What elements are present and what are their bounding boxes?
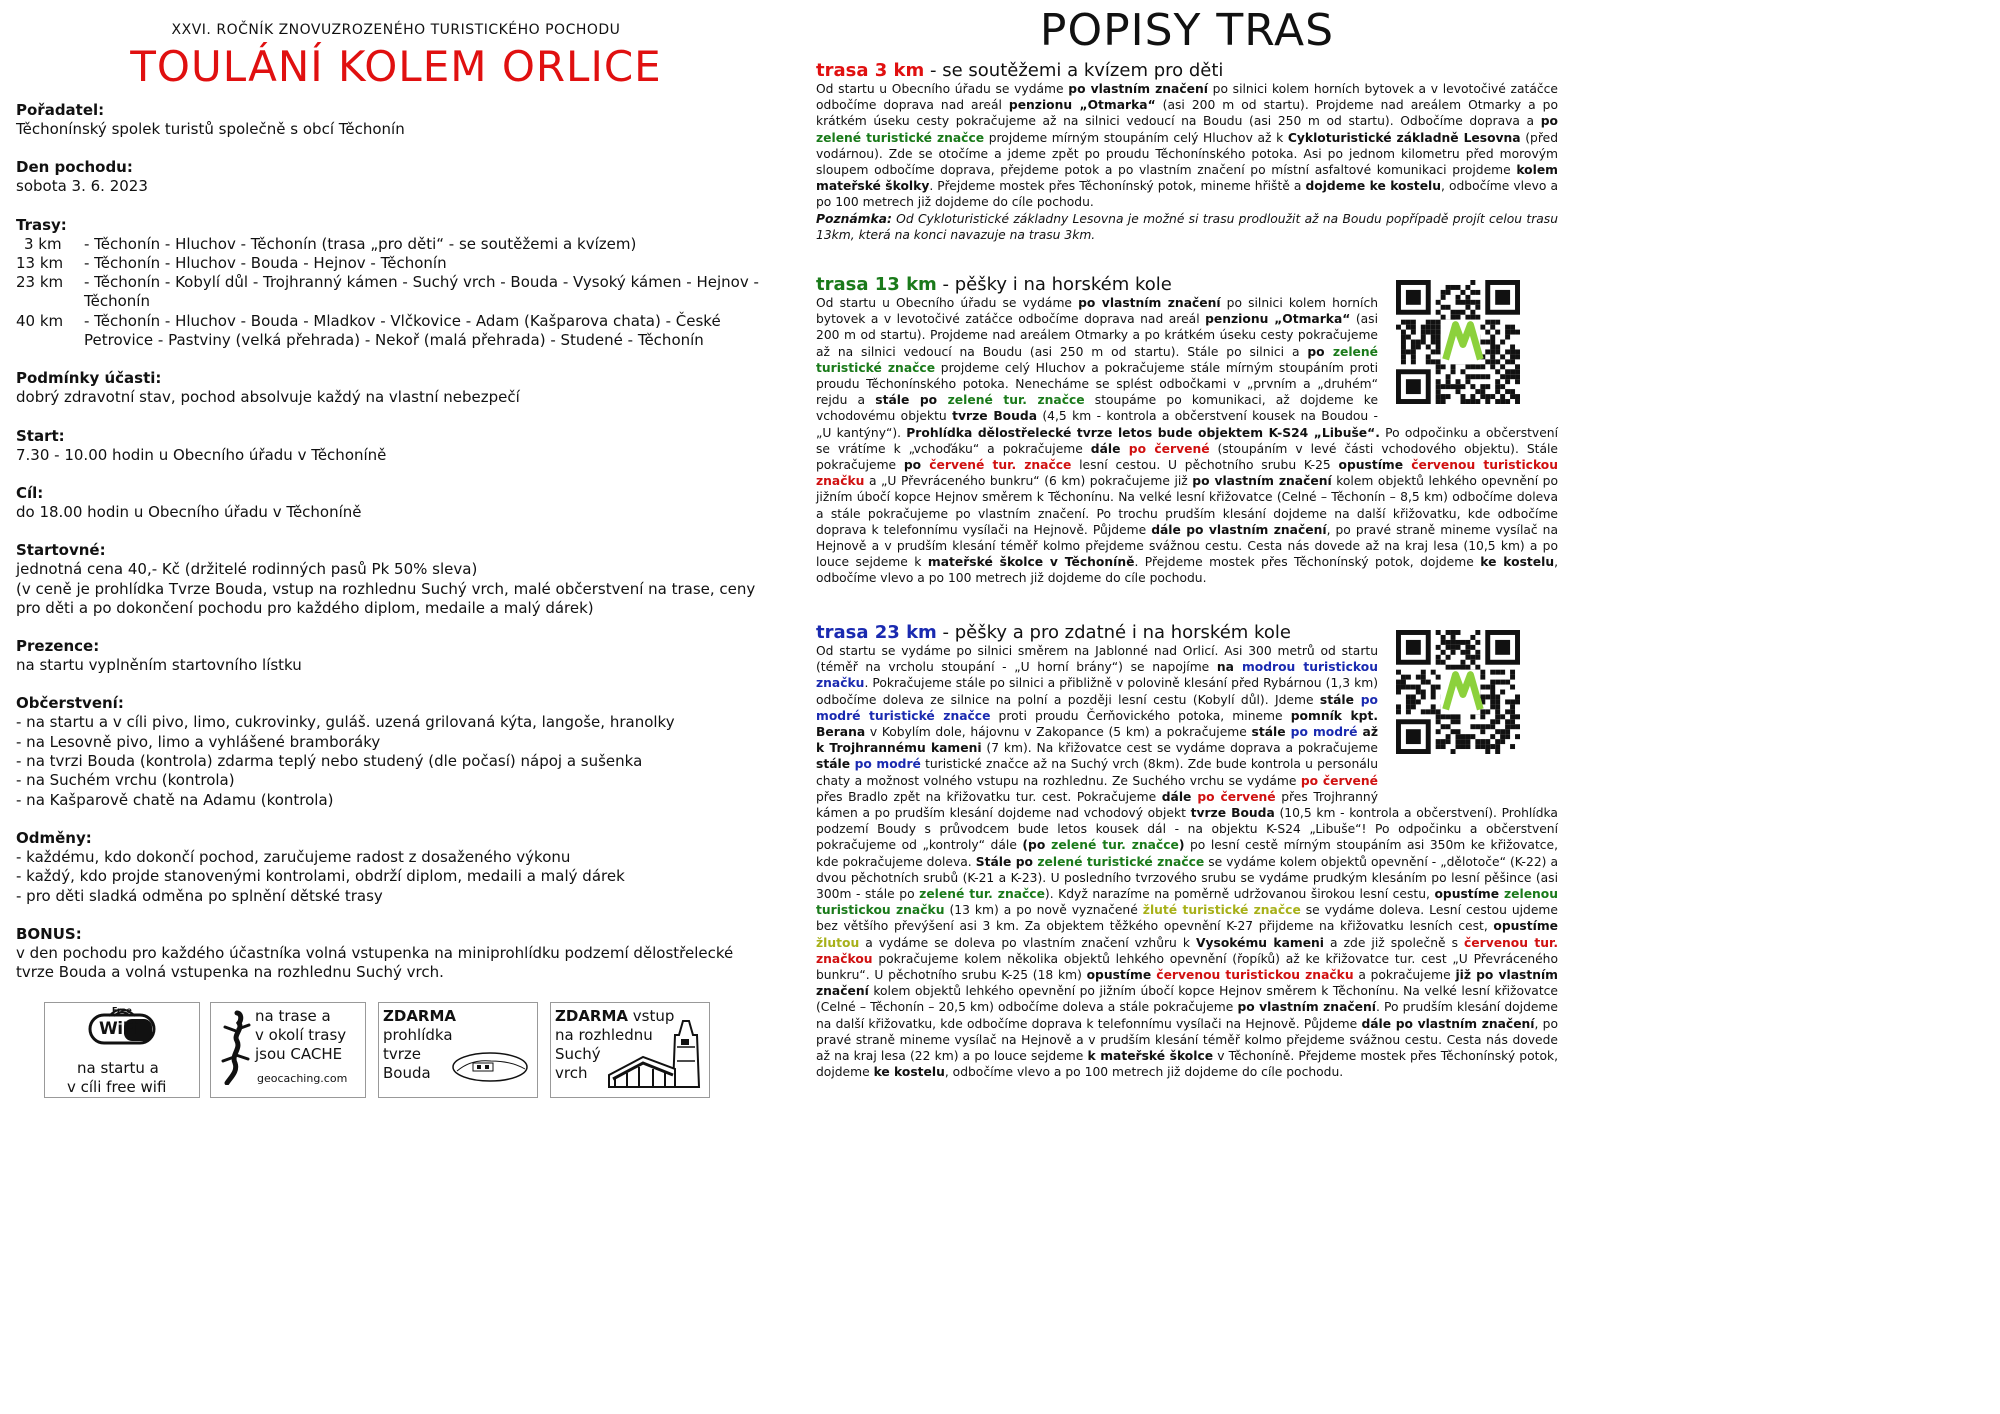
section-text: (v ceně je prohlídka Tvrze Bouda, vstup na rozhlednu Suchý vrch, malé občerstvení na trase, ceny pro děti a po dokončení pochodu pro každého diplom, medaile a malý dárek) [16,579,756,617]
route-row [16,254,776,273]
badge-text: na trase a [255,1007,331,1025]
route-km: 13 km [16,253,64,272]
route-desc: - Těchonín - Kobylí důl - Trojhranný kámen - Suchý vrch - Bouda - Vysoký kámen - Hejnov - Těchonín [84,273,759,311]
route-3km-heading [816,60,1558,81]
section-label: Cíl: [16,483,44,502]
list-item: - na Suchém vrchu (kontrola) [16,771,235,790]
badge-bouda [378,1002,538,1098]
section-label: Startovné: [16,541,106,560]
badge-text: Bouda [383,1064,431,1082]
badge-text: v okolí trasy [255,1026,347,1044]
badge-text: na startu a [77,1059,159,1077]
list-item: - na Lesovně pivo, limo a vyhlášené bramboráky [16,732,381,751]
section-routes [16,215,776,351]
section-label: Pořadatel: [16,101,105,119]
route-23km-text: Od startu se vydáme po silnici směrem na Jablonné nad Orlicí. Asi 300 metrů od startu (téměř na vrcholu stoupání - „U horní brány“) se napojíme na modrou turistickou značku. Pokračujeme stále po silnici a přibližně v polovině klesání před Rybárnou (1,3 km) odbočíme doleva ze silnice na polní a později lesní cestu (Kobylí důl). Jdeme stále po modré turistické značce proti proudu Čerňovického potoka, mineme pomník kpt. Berana v Kobylím dole, hájovnu v Zakopance (5 km) a pokračujeme stále po modré až k Trojhrannému kameni (7 km). Na křižovatce cest se vydáme doprava a pokračujeme stále po modré turistické značce až na Suchý vrch (8km). Zde bude kontrola u personálu chaty a možnost volného vstupu na rozhlednu. Ze Suchého vrchu se vydáme po červené přes Bradlo zpět na křižovatku tur. cest. Pokračujeme dále po červené přes Trojhranný kámen a po prudším klesání dojdeme nad vchodový objekt tvrze Bouda (10,5 km - kontrola a občerstvení). Prohlídka podzemí Boudy s průvodcem bude letos kousek dál - na objektu K-S24 „Libuše“! Po odpočinku a občerstvení pokračujeme od „kontroly“ dále (po zelené tur. značce) po lesní cestě mírným stoupáním asi 350m ke křižovatce, kde pokračujeme doleva. Stále po zelené turistické značce se vydáme kolem objektů opevnění - „dělotoče“ (K-22) a dvou pěchotních srubů (K-21 a K-23). U posledního tvrzového srubu se vydáme prudkým klesáním po lesní pěšince (asi 300m - stále po zelené tur. značce). Když narazíme na poměrně udržovanou širokou lesní cestu, opustíme zelenou turistickou značku (13 km) a po nově vyznačené žluté turistické značce se vydáme doleva. Lesní cestou ujdeme bez většího převýšení asi 3 km. Za objektem těžkého opevnění K-27 přijdeme na křižovatku lesních cest, opustíme žlutou a vydáme se doleva po vlastním značení vzhůru k Vysokému kameni a zde již společně s červenou tur. značkou pokračujeme kolem několika objektů lehkého opevnění (řopíků) až ke křižovatce tur. cest „U Převráceného bunkru“. U pěchotního srubu K-25 (18 km) opustíme červenou turistickou značku a pokračujeme již po vlastním značení kolem objektů lehkého opevnění po jižním úbočí kopce Hejnov směrem k Těchonínu. Na velké lesní křižovatce (Celné – Těchonín – 20,5 km) odbočíme doleva a stále pokračujeme po vlastním značení. Po prudším klesání dojdeme na další křižovatku, kde odbočíme doprava k telefonnímu vysílači na Hejnově. Půjdeme dále po vlastním značení, po pravé straně mineme vysílač na Hejnově a v prudším klesání téměř kolmo přejdeme svážnou cestu. Cesta nás dovede až na kraj lesa (22 km) a po louce sejdeme k mateřské školce v Těchoníně. Přejdeme mostek přes Těchonínský potok, dojdeme ke kostelu, odbočíme vlevo a po 100 metrech již dojdeme do cíle pochodu. [816,644,1559,1080]
fortress-icon [451,1049,529,1083]
badge-text: v cíli free wifi [67,1078,167,1096]
list-item: - každý, kdo projde stanovenými kontrolami, obdrží diplom, medaili a malý dárek [16,867,625,886]
section-rewards [16,828,776,906]
badge-text: ZDARMA [383,1007,457,1025]
left-column [16,22,776,1000]
event-title: TOULÁNÍ KOLEM ORLICE [130,42,662,91]
route-13km-subtitle: - pěšky i na horském kole [936,274,1172,295]
route-23km-name: trasa 23 km [816,622,937,643]
section-label: Trasy: [16,215,67,234]
route-13km-text: Od startu u Obecního úřadu se vydáme po vlastním značení po silnici kolem horních bytovek a v levotočivé zatáčce odbočíme doprava nad areál penzionu „Otmarka“ (asi 200 m od startu). Projdeme nad areálem Otmarky a po krátkém úseku cesty pokračujeme až na silnici vedoucí na Boudu (asi 250 m od startu). Stále po silnici a po zelené turistické značce projdeme celý Hluchov a pokračujeme stále mírným stoupáním proti proudu Těchonínského potoka. Nenecháme se splést odbočkami v „prvním a „druhém“ rejdu a stále po zelené tur. značce stoupáme po komunikaci, až dojdeme ke vchodovému objektu tvrze Bouda (4,5 km - kontrola a občerstvení kousek na Boudou - „U kantýny“). Prohlídka dělostřelecké tvrze letos bude objektem K-S24 „Libuše“. Po odpočinku a občerstvení se vrátíme k „vchoďáku“ a pokračujeme dále po červené (stoupáním v levé části vchodového objektu). Stále pokračujeme po červené tur. značce lesní cestou. U pěchotního srubu K-25 opustíme červenou turistickou značku a „U Převráceného bunkru“ (6 km) pokračujeme již po vlastním značení kolem objektů lehkého opevnění po jižním úbočí kopce Hejnov směrem k Těchonínu. Na velké lesní křižovatce (Celné – Těchonín – 8,5 km) odbočíme doleva a stále pokračujeme po vlastním značení. Po trochu prudším klesání dojdeme na další křižovatku, kde odbočíme doprava k telefonnímu vysílači na Hejnově. Půjdeme dále po vlastním značení, po pravé straně mineme vysílač na Hejnově a v prudším klesání téměř kolmo přejdeme svážnou cestu. Cesta nás dovede až na kraj lesa (10,5 km) a po louce sejdeme k mateřské školce v Těchoníně. Přejdeme mostek přes Těchonínský potok, dojdeme ke kostelu, odbočíme vlevo a po 100 metrech již dojdeme do cíle pochodu. [816,296,1559,586]
lookout-tower-icon [603,1017,707,1095]
route-km: 40 km [16,311,64,330]
badge-text: vrch [555,1064,588,1082]
section-label: BONUS: [16,924,82,943]
lizard-icon [219,1009,255,1085]
list-item: - na Kašparově chatě na Adamu (kontrola) [16,790,334,809]
route-descriptions-title: POPISY TRAS [1039,5,1335,56]
section-text: Těchonínský spolek turistů společně s obcí Těchonín [16,120,405,138]
route-desc: - Těchonín - Hluchov - Bouda - Hejnov - Těchonín [84,253,447,272]
route-km: 23 km [16,273,64,292]
section-organizer [16,100,776,139]
section-label: Start: [16,426,65,445]
wifi-logo-label: WiFi [99,1019,140,1039]
qr-code-icon[interactable] [1396,630,1520,754]
badge-text: Suchý [555,1045,601,1063]
section-fee [16,540,776,618]
feature-badges [44,1002,710,1100]
route-km: 3 km [24,234,62,253]
badge-text: na rozhlednu [555,1026,653,1044]
badge-text: prohlídka [383,1026,453,1044]
route-3km-text: Od startu u Obecního úřadu se vydáme po vlastním značení po silnici kolem horních bytovek a v levotočivé zatáčce odbočíme doprava nad areál penzionu „Otmarka“ (asi 200 m od startu). Projdeme nad areálem Otmarky a po krátkém úseku cesty pokračujeme až na silnici vedoucí na Boudu (asi 250 m od startu). Odbočíme doprava a po zelené turistické značce projdeme mírným stoupáním celý Hluchov až k Cykloturistické základně Lesovna (před vodárnou). Zde se otočíme a jdeme zpět po proudu Těchonínského potoka. Asi po jednom kilometru před morovým sloupem odbočíme doprava, přejdeme potok a po vlastním značení po místní asfaltové komunikaci projdeme kolem mateřské školky. Přejdeme mostek přes Těchonínský potok, mineme hřiště a dojdeme ke kostelu, odbočíme vlevo a po 100 metrech již dojdeme do cíle pochodu. Poznámka: Od Cykloturistické základny Lesovna je možné si trasu prodloužit až na Boudu popřípadě projít celou trasu 13km, která na konci navazuje na trasu 3km. [816,82,1559,242]
section-text: v den pochodu pro každého účastníka volná vstupenka na miniprohlídku podzemí dělostřelecké tvrze Bouda a volná vstupenka na rozhlednu Suchý vrch. [16,943,734,982]
section-date [16,157,776,196]
section-text: sobota 3. 6. 2023 [16,177,148,196]
section-label: Den pochodu: [16,158,133,177]
route-3km-block [816,60,1558,243]
badge-text: jsou CACHE [255,1045,343,1063]
section-registration [16,636,776,675]
right-column [816,5,1559,1080]
badge-text-bold: ZDARMA [555,1007,629,1025]
section-text: 7.30 - 10.00 hodin u Obecního úřadu v Těchoníně [16,445,387,464]
section-conditions [16,368,776,407]
list-item: - pro děti sladká odměna po splnění dětské trasy [16,886,383,905]
badge-text: tvrze [383,1045,422,1063]
route-13km-name: trasa 13 km [816,274,937,295]
section-text: do 18.00 hodin u Obecního úřadu v Těchoníně [16,502,362,521]
section-text: jednotná cena 40,- Kč (držitelé rodinných pasů Pk 50% sleva) [16,560,478,579]
badge-text-rest: vstup [628,1007,675,1025]
wifi-free-label: Free [112,1006,132,1015]
list-item: - na startu a v cíli pivo, limo, cukrovinky, guláš. uzená grilovaná kýta, langoše, hranolky [16,713,675,732]
section-label: Občerstvení: [16,694,124,713]
section-label: Prezence: [16,637,100,656]
route-3km-name: trasa 3 km [816,60,925,81]
route-23km-subtitle: - pěšky a pro zdatné i na horském kole [936,622,1291,643]
section-refreshments [16,693,776,809]
badge-site: geocaching.com [257,1072,348,1085]
route-row [16,312,776,351]
route-desc: - Těchonín - Hluchov - Těchonín (trasa „pro děti“ - se soutěžemi a kvízem) [84,234,637,253]
badge-wifi [44,1002,200,1098]
route-row [16,273,776,312]
section-text: dobrý zdravotní stav, pochod absolvuje každý na vlastní nebezpečí [16,388,520,407]
section-text: na startu vyplněním startovního lístku [16,656,302,675]
list-item: - na tvrzi Bouda (kontrola) zdarma teplý nebo studený (dle počasí) nápoj a sušenka [16,752,643,771]
qr-code-icon[interactable] [1396,280,1520,404]
route-3km-subtitle: - se soutěžemi a kvízem pro děti [924,60,1224,81]
section-start [16,426,776,465]
section-finish [16,483,776,522]
badge-suchy-vrch [550,1002,710,1098]
section-label: Odměny: [16,828,92,847]
route-desc: - Těchonín - Hluchov - Bouda - Mladkov - Vlčkovice - Adam (Kašparova chata) - České Petrovice - Pastviny (velká přehrada) - Nekoř (malá přehrada) - Studené - Těchonín [84,311,721,350]
route-row [16,235,776,254]
section-label: Podmínky účasti: [16,369,162,388]
event-kicker: XXVI. ROČNÍK ZNOVUZROZENÉHO TURISTICKÉHO POCHODU [171,22,621,38]
list-item: - každému, kdo dokončí pochod, zaručujeme radost z dosaženého výkonu [16,847,571,866]
badge-geocaching [210,1002,366,1098]
section-bonus [16,924,776,983]
